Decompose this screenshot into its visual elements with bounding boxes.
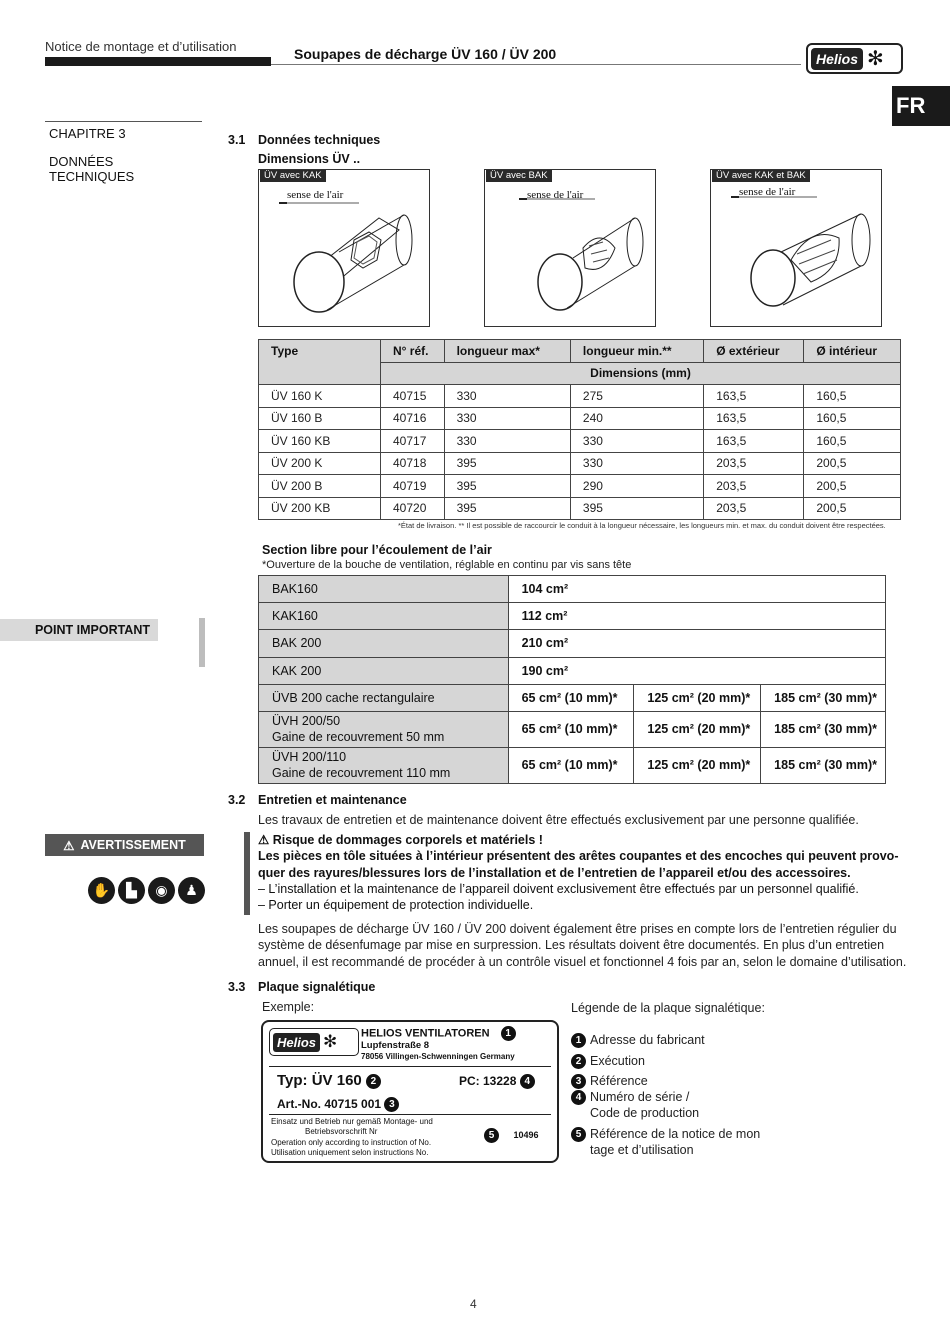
section-3-1-number: 3.1 bbox=[228, 133, 246, 147]
company-city: 78056 Villingen-Schwenningen Germany bbox=[361, 1052, 515, 1061]
protective-suit-icon: ♟ bbox=[178, 877, 205, 904]
airflow-label: sense de l'air bbox=[287, 189, 344, 201]
warning-label-text: AVERTISSEMENT bbox=[80, 838, 186, 852]
area-value: 104 cm² bbox=[508, 576, 885, 603]
legend-text: Exécution bbox=[590, 1054, 645, 1068]
table-cell: 330 bbox=[444, 385, 570, 408]
table-cell: 395 bbox=[444, 497, 570, 520]
language-tab: FR bbox=[892, 86, 950, 126]
area-value: 65 cm² (10 mm)* bbox=[508, 684, 634, 711]
table-cell: 40719 bbox=[381, 475, 445, 498]
table-row bbox=[259, 475, 901, 498]
figure-uv-kak bbox=[258, 169, 430, 327]
table-cell: 40720 bbox=[381, 497, 445, 520]
example-label: Exemple: bbox=[262, 1000, 315, 1014]
table-cell: 395 bbox=[444, 475, 570, 498]
legend-marker: 1 bbox=[571, 1033, 586, 1048]
chapter-title-line2: TECHNIQUES bbox=[49, 169, 135, 184]
table-cell: 160,5 bbox=[804, 430, 901, 453]
column-header: Ø extérieur bbox=[704, 340, 804, 363]
table-footnote: *État de livraison. ** Il est possible de raccourcir le conduit à la longueur nécessaire, les longueurs min. et max. du conduit doivent être respectées. bbox=[398, 521, 886, 530]
table-cell: 395 bbox=[570, 497, 703, 520]
row-label-line: ÜVH 200/50 bbox=[272, 714, 341, 729]
fan-icon: ✻ bbox=[323, 1032, 338, 1051]
plate-article-no: Art.-No. 40715 001 bbox=[277, 1097, 382, 1111]
table-cell: 290 bbox=[570, 475, 703, 498]
legend-text: Référence bbox=[590, 1074, 648, 1088]
column-header: longueur min.** bbox=[570, 340, 703, 363]
legend-item bbox=[571, 1073, 771, 1089]
table-cell: 40717 bbox=[381, 430, 445, 453]
legend-item bbox=[571, 1126, 771, 1158]
header-rule bbox=[271, 64, 801, 65]
table-cell: 40718 bbox=[381, 452, 445, 475]
valve-drawing bbox=[259, 170, 431, 328]
row-label-line: Gaine de recouvrement 50 mm bbox=[272, 730, 445, 745]
area-value: 190 cm² bbox=[508, 657, 885, 684]
legend-item bbox=[571, 1089, 771, 1121]
table-cell: 203,5 bbox=[704, 497, 804, 520]
table-row bbox=[259, 657, 886, 684]
plate-fine-print: Einsatz und Betrieb nur gemäß Montage- und bbox=[271, 1117, 433, 1126]
warning-item-2: – Porter un équipement de protection individuelle. bbox=[258, 898, 534, 913]
plate-fine-print: Operation only according to instruction of No. bbox=[271, 1137, 432, 1147]
table-cell: 330 bbox=[444, 407, 570, 430]
legend-marker: 3 bbox=[571, 1074, 586, 1089]
table-cell: 275 bbox=[570, 385, 703, 408]
maintenance-paragraph bbox=[258, 921, 906, 970]
legend-text: tage et d’utilisation bbox=[590, 1143, 694, 1158]
area-value: 65 cm² (10 mm)* bbox=[508, 711, 634, 747]
warning-bar bbox=[244, 832, 250, 915]
table-row bbox=[259, 747, 886, 783]
warning-text-line1: Les pièces en tôle situées à l’intérieur présentent des arêtes coupantes et des encoches qui peuvent provo- bbox=[258, 849, 899, 864]
row-label-line: KAK 200 bbox=[272, 663, 322, 678]
page-number: 4 bbox=[470, 1297, 477, 1311]
document-type: Notice de montage et d’utilisation bbox=[45, 39, 237, 54]
marker-4: 4 bbox=[520, 1074, 535, 1089]
valve-drawing bbox=[711, 170, 883, 328]
safety-boots-icon: ▙ bbox=[118, 877, 145, 904]
row-label-line: BAK 200 bbox=[272, 636, 322, 651]
airflow-label: sense de l'air bbox=[739, 186, 796, 198]
legend-text: Référence de la notice de mon bbox=[590, 1127, 761, 1141]
table-cell: ÜV 160 KB bbox=[259, 430, 381, 453]
table-row bbox=[259, 497, 901, 520]
legend-marker: 5 bbox=[571, 1127, 586, 1142]
table-row bbox=[259, 711, 886, 747]
company-street: Lupfenstraße 8 bbox=[361, 1040, 430, 1051]
maintenance-intro: Les travaux de entretien et de maintenance doivent être effectués exclusivement par une personne qualifiée. bbox=[258, 813, 859, 827]
marker-1: 1 bbox=[501, 1026, 516, 1041]
table-cell: 203,5 bbox=[704, 475, 804, 498]
table-cell: 330 bbox=[570, 430, 703, 453]
valve-drawing bbox=[485, 170, 657, 328]
row-label bbox=[259, 576, 509, 603]
figure-label: ÜV avec KAK et BAK bbox=[712, 170, 810, 182]
row-label-line: BAK160 bbox=[272, 582, 318, 597]
chapter-title bbox=[49, 154, 134, 184]
plate-divider bbox=[269, 1066, 551, 1067]
free-section-note: *Ouverture de la bouche de ventilation, réglable en continu par vis sans tête bbox=[262, 559, 632, 571]
table-row bbox=[259, 452, 901, 475]
column-header: N° réf. bbox=[381, 340, 445, 363]
warning-block bbox=[258, 832, 908, 913]
area-value: 185 cm² (30 mm)* bbox=[761, 684, 886, 711]
area-value: 125 cm² (20 mm)* bbox=[634, 684, 761, 711]
logo-wordmark: Helios bbox=[811, 48, 863, 70]
dimensions-unit-header: Dimensions (mm) bbox=[381, 362, 901, 385]
table-cell: ÜV 200 B bbox=[259, 475, 381, 498]
table-cell: ÜV 200 KB bbox=[259, 497, 381, 520]
row-label bbox=[259, 747, 509, 783]
section-3-1-title: Données techniques bbox=[258, 133, 381, 147]
table-cell: 200,5 bbox=[804, 452, 901, 475]
table-cell: 163,5 bbox=[704, 407, 804, 430]
table-cell: 160,5 bbox=[804, 407, 901, 430]
column-header: Type bbox=[259, 340, 381, 385]
table-cell: ÜV 160 K bbox=[259, 385, 381, 408]
section-3-2-title: Entretien et maintenance bbox=[258, 793, 407, 807]
table-header-row bbox=[259, 340, 901, 363]
gloves-icon: ✋ bbox=[88, 877, 115, 904]
area-value: 210 cm² bbox=[508, 630, 885, 657]
plate-pc: PC: 13228 bbox=[459, 1074, 517, 1088]
table-cell: 163,5 bbox=[704, 385, 804, 408]
figure-uv-bak bbox=[484, 169, 656, 327]
point-important-bar bbox=[199, 618, 205, 667]
table-cell: 160,5 bbox=[804, 385, 901, 408]
fan-icon: ✻ bbox=[867, 47, 884, 70]
legend-item bbox=[571, 1032, 771, 1048]
legend-marker: 4 bbox=[571, 1090, 586, 1105]
legend-marker: 2 bbox=[571, 1054, 586, 1069]
section-3-3-title: Plaque signalétique bbox=[258, 980, 376, 994]
nameplate bbox=[261, 1020, 559, 1163]
marker-3: 3 bbox=[384, 1097, 399, 1112]
airflow-label: sense de l'air bbox=[527, 189, 584, 201]
table-cell: 395 bbox=[444, 452, 570, 475]
warning-label bbox=[45, 834, 204, 856]
paragraph-line: système de désenfumage par mise en surpression. Les résultats doivent être documentés. En plus d’un entretien bbox=[258, 938, 885, 953]
company-name: HELIOS VENTILATOREN bbox=[361, 1027, 490, 1040]
row-label-line: ÜVH 200/110 bbox=[272, 750, 347, 765]
table-row bbox=[259, 630, 886, 657]
marker-2: 2 bbox=[366, 1074, 381, 1089]
plate-fine-print: Betriebsvorschrift Nr bbox=[305, 1127, 378, 1137]
area-value: 125 cm² (20 mm)* bbox=[634, 747, 761, 783]
free-section-table bbox=[258, 575, 886, 784]
dimensions-table bbox=[258, 339, 901, 520]
section-3-1-subtitle: Dimensions ÜV .. bbox=[258, 152, 361, 166]
header-bar bbox=[45, 57, 271, 66]
free-section-title: Section libre pour l’écoulement de l’air bbox=[262, 543, 492, 557]
warning-triangle-icon: ⚠ bbox=[258, 833, 270, 847]
ppe-icons bbox=[88, 877, 205, 904]
table-cell: 40716 bbox=[381, 407, 445, 430]
legend-item bbox=[571, 1053, 771, 1069]
area-value: 112 cm² bbox=[508, 603, 885, 630]
row-label-line: KAK160 bbox=[272, 609, 318, 624]
legend-text: Adresse du fabricant bbox=[590, 1033, 705, 1047]
row-label bbox=[259, 711, 509, 747]
figure-label: ÜV avec BAK bbox=[486, 170, 552, 182]
plate-type: Typ: ÜV 160 bbox=[277, 1072, 362, 1089]
warning-title: Risque de dommages corporels et matériels ! bbox=[272, 833, 543, 847]
table-cell: 203,5 bbox=[704, 452, 804, 475]
legend-title: Légende de la plaque signalétique: bbox=[571, 1001, 765, 1015]
chapter-label: CHAPITRE 3 bbox=[49, 126, 126, 141]
figure-label: ÜV avec KAK bbox=[260, 170, 326, 182]
warning-text-line2: quer des rayures/blessures lors de l’installation et de l’entretien de l’appareil et/ou des accessoires. bbox=[258, 865, 851, 880]
sidebar-rule bbox=[45, 121, 202, 122]
table-cell: 200,5 bbox=[804, 497, 901, 520]
table-row bbox=[259, 385, 901, 408]
legend-text: Code de production bbox=[590, 1106, 700, 1121]
table-cell: ÜV 200 K bbox=[259, 452, 381, 475]
row-label bbox=[259, 630, 509, 657]
marker-5: 5 bbox=[484, 1128, 499, 1143]
paragraph-line: annuel, il est recommandé de procéder à un contrôle visuel et fonctionnel 4 fois par an, selon le domaine d’utilisation. bbox=[258, 954, 907, 969]
figure-uv-kak-bak bbox=[710, 169, 882, 327]
row-label bbox=[259, 603, 509, 630]
row-label-line: Gaine de recouvrement 110 mm bbox=[272, 766, 451, 781]
area-value: 185 cm² (30 mm)* bbox=[761, 711, 886, 747]
goggles-icon: ◉ bbox=[148, 877, 175, 904]
table-row bbox=[259, 576, 886, 603]
area-value: 65 cm² (10 mm)* bbox=[508, 747, 634, 783]
area-value: 185 cm² (30 mm)* bbox=[761, 747, 886, 783]
plate-doc-number: 10496 bbox=[513, 1129, 539, 1140]
table-cell: 330 bbox=[444, 430, 570, 453]
table-cell: 200,5 bbox=[804, 475, 901, 498]
table-row bbox=[259, 407, 901, 430]
chapter-title-line1: DONNÉES bbox=[49, 154, 114, 169]
table-row bbox=[259, 684, 886, 711]
paragraph-line: Les soupapes de décharge ÜV 160 / ÜV 200 doivent également être prises en compte lors de l’entretien régulier du bbox=[258, 922, 897, 936]
warning-item-1: – L’installation et la maintenance de l’appareil doivent exclusivement être effectués par un personnel qualifié. bbox=[258, 881, 859, 896]
row-label bbox=[259, 684, 509, 711]
point-important-label: POINT IMPORTANT bbox=[0, 619, 158, 641]
legend-text: Numéro de série / bbox=[590, 1090, 690, 1104]
table-cell: 330 bbox=[570, 452, 703, 475]
area-value: 125 cm² (20 mm)* bbox=[634, 711, 761, 747]
section-3-3-number: 3.3 bbox=[228, 980, 246, 994]
table-row bbox=[259, 603, 886, 630]
table-cell: 40715 bbox=[381, 385, 445, 408]
row-label-line: ÜVB 200 cache rectangulaire bbox=[272, 690, 435, 705]
helios-logo bbox=[806, 43, 903, 74]
nameplate-logo bbox=[269, 1028, 359, 1056]
table-cell: 240 bbox=[570, 407, 703, 430]
plate-fine-print: Utilisation uniquement selon instructions No. bbox=[271, 1147, 429, 1157]
column-header: Ø intérieur bbox=[804, 340, 901, 363]
table-cell: 163,5 bbox=[704, 430, 804, 453]
column-header: longueur max* bbox=[444, 340, 570, 363]
section-3-2-number: 3.2 bbox=[228, 793, 246, 807]
logo-wordmark: Helios bbox=[273, 1033, 320, 1052]
plate-divider bbox=[269, 1114, 551, 1115]
document-title: Soupapes de décharge ÜV 160 / ÜV 200 bbox=[294, 46, 557, 62]
table-row bbox=[259, 430, 901, 453]
table-cell: ÜV 160 B bbox=[259, 407, 381, 430]
warning-triangle-icon: ⚠ bbox=[63, 838, 75, 853]
row-label bbox=[259, 657, 509, 684]
